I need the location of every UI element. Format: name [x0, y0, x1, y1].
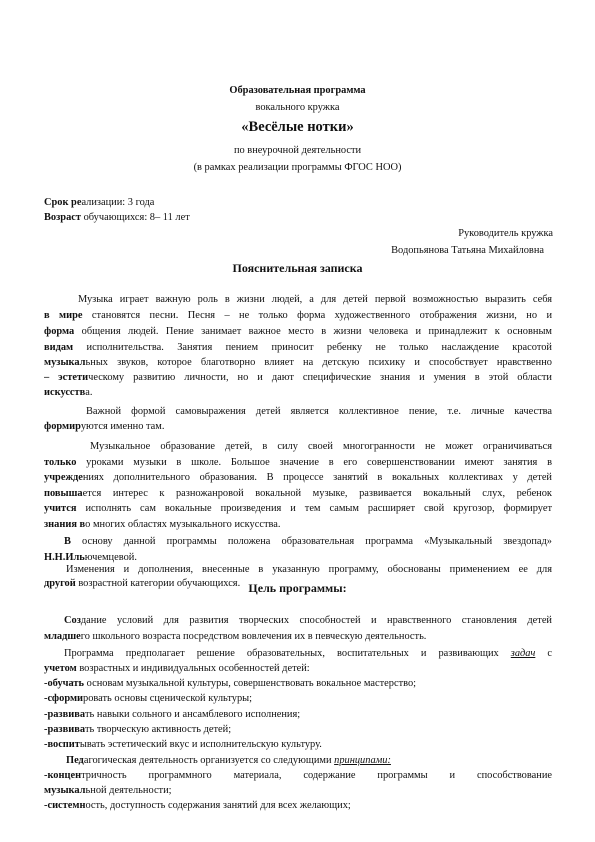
line-text: го школьного возраста посредством вовлечения их в певческую деятельность.: [80, 631, 427, 642]
line-start: -обучать: [44, 678, 85, 689]
line-start: учрежде: [44, 472, 83, 483]
circle-subtitle: вокального кружка: [255, 102, 340, 113]
line-text: ьных звуков, которое благотворно влияет на детскую психику и способствует нравственно: [85, 357, 552, 368]
text-line: [44, 371, 552, 385]
line-start: Пед: [66, 755, 84, 766]
line-text: ьной деятельности;: [85, 785, 172, 796]
age-label: Возраст: [44, 212, 81, 223]
text-line: [44, 614, 552, 628]
line-text: возрастной категории обучающихся.: [75, 578, 241, 589]
line-text: Программа предполагает решение образовательных, воспитательных и развивающих: [64, 648, 511, 659]
line-text: возрастных и индивидуальных особенностей детей:: [76, 663, 310, 674]
text-line: [44, 420, 552, 434]
text-line: [44, 754, 552, 768]
line-text: ется интерес к разножанровой вокальной музыке, развивается вокальный слух, ребенок: [82, 488, 552, 499]
fgos-subtitle: (в рамках реализации программы ФГОС НОО): [193, 162, 402, 173]
line-text: общения людей. Пение занимает важное место в жизни человека и принадлежит к основным: [74, 326, 552, 337]
line-text: уроками музыки в школе. Большое значение в его совершенствовании имеют занятия в: [76, 457, 552, 468]
line-start: -системн: [44, 800, 86, 811]
text-line: [44, 677, 552, 691]
text-line: [44, 723, 552, 737]
program-title: Образовательная программа: [229, 85, 366, 96]
goal-title: Цель программы:: [248, 581, 347, 595]
text-line: [44, 440, 552, 454]
text-line: [44, 502, 552, 516]
line-text: а.: [85, 387, 93, 398]
line-text: основу данной программы положена образовательная программа «Музыкальный звездопад»: [70, 536, 552, 547]
line-start: музыкал: [44, 357, 86, 368]
leader-title: Руководитель кружка: [458, 228, 553, 239]
text-line: [44, 471, 552, 485]
leader-name: Водопьянова Татьяна Михайловна: [391, 245, 544, 256]
term-label: Срок ре: [44, 197, 82, 208]
line-start: учится: [44, 503, 77, 514]
line-text: ость, доступность содержания занятий для всех желающих;: [85, 800, 351, 811]
text-line: [44, 456, 552, 470]
age-line: [44, 211, 190, 224]
line-text: ческому развитию личности, но и дают специфические знания и умения в этой области: [88, 372, 552, 383]
line-text: становятся песни. Песня – не только форма художественного отображения жизни, но и: [82, 310, 552, 321]
text-line: [44, 341, 552, 355]
line-text: Музыкальное образование детей, в силу своей многогранности не может ограничиваться: [90, 441, 552, 452]
activity-subtitle: по внеурочной деятельности: [233, 145, 362, 156]
line-text: ть творческую активность детей;: [85, 724, 232, 735]
line-text: ывать эстетический вкус и исполнительскую культуру.: [79, 739, 322, 750]
text-line: [44, 662, 552, 676]
text-line: [44, 535, 552, 549]
text-line: [44, 518, 552, 532]
line-start: младше: [44, 631, 81, 642]
line-text: о многих областях музыкального искусства.: [85, 519, 281, 530]
line-start: Соз: [64, 615, 81, 626]
text-line: [44, 293, 552, 307]
line-text: уются именно там.: [80, 421, 165, 432]
line-text: Музыка играет важную роль в жизни людей, а для детей первой возможностью выразить себя: [78, 294, 552, 305]
note-title: Пояснительная записка: [232, 261, 363, 275]
line-start: Н.Н.Иль: [44, 552, 85, 563]
line-start: -развива: [44, 709, 86, 720]
tasks-tail: с: [535, 648, 552, 659]
line-text: агогическая деятельность организуется со следующими: [83, 755, 335, 766]
text-line: [44, 487, 552, 501]
program-name: «Весёлые нотки»: [241, 119, 354, 135]
line-start: -сформи: [44, 693, 84, 704]
text-line: [44, 784, 552, 798]
line-start: другой: [44, 578, 76, 589]
text-line: [44, 309, 552, 323]
line-start: -развива: [44, 724, 86, 735]
tasks-word: задач: [510, 648, 536, 659]
line-text: исполнительства. Занятия пением приносит ребенку не только наслаждение красотой: [73, 342, 552, 353]
line-start: форма: [44, 326, 75, 337]
line-start: формир: [44, 421, 81, 432]
text-line: [44, 386, 552, 400]
text-line: [44, 769, 552, 783]
line-start: -концен: [44, 770, 82, 781]
line-text: Изменения и дополнения, внесенные в указанную программу, обоснованы применением ее для: [66, 564, 552, 575]
line-text: ниях дополнительного образования. В процессе занятий в вокальных коллективах у детей: [82, 472, 552, 483]
text-line: [44, 799, 552, 813]
line-text: ючемцевой.: [84, 552, 137, 563]
line-start: в мире: [44, 310, 83, 321]
line-text: тричность программного материала, содержание программы и способствование: [81, 770, 552, 781]
line-text: ровать основы сценической культуры;: [83, 693, 253, 704]
line-start: музыкал: [44, 785, 86, 796]
line-start: повыша: [44, 488, 83, 499]
line-start: видам: [44, 342, 74, 353]
line-text: основам музыкальной культуры, совершенствовать вокальное мастерство;: [84, 678, 417, 689]
text-line: [44, 563, 552, 577]
line-text: исполнять сам вокальные произведения и тем самым расширяет свой кругозор, формирует: [76, 503, 552, 514]
text-line: [44, 325, 552, 339]
line-start: – эстети: [44, 372, 89, 383]
line-start: только: [44, 457, 77, 468]
term-value: ализации: 3 года: [81, 197, 155, 208]
text-line: [44, 405, 552, 419]
text-line: [44, 630, 552, 644]
age-value: обучающихся: 8– 11 лет: [81, 212, 190, 223]
text-line: [44, 692, 552, 706]
line-text: дание условий для развития творческих способностей и нравственного становления детей: [80, 615, 552, 626]
line-start: учетом: [44, 663, 77, 674]
term-line: [44, 196, 154, 209]
line-start: знания в: [44, 519, 86, 530]
text-line: [44, 356, 552, 370]
principles-word: принципами:: [334, 755, 391, 766]
line-start: В: [64, 536, 71, 547]
text-line: [44, 647, 552, 661]
line-start: -воспит: [44, 739, 80, 750]
line-text: ть навыки сольного и ансамблевого исполнения;: [85, 709, 301, 720]
text-line: [44, 708, 552, 722]
text-line: [44, 738, 552, 752]
line-start: искусств: [44, 387, 86, 398]
line-text: Важной формой самовыражения детей является коллективное пение, т.е. личные качества: [86, 406, 552, 417]
